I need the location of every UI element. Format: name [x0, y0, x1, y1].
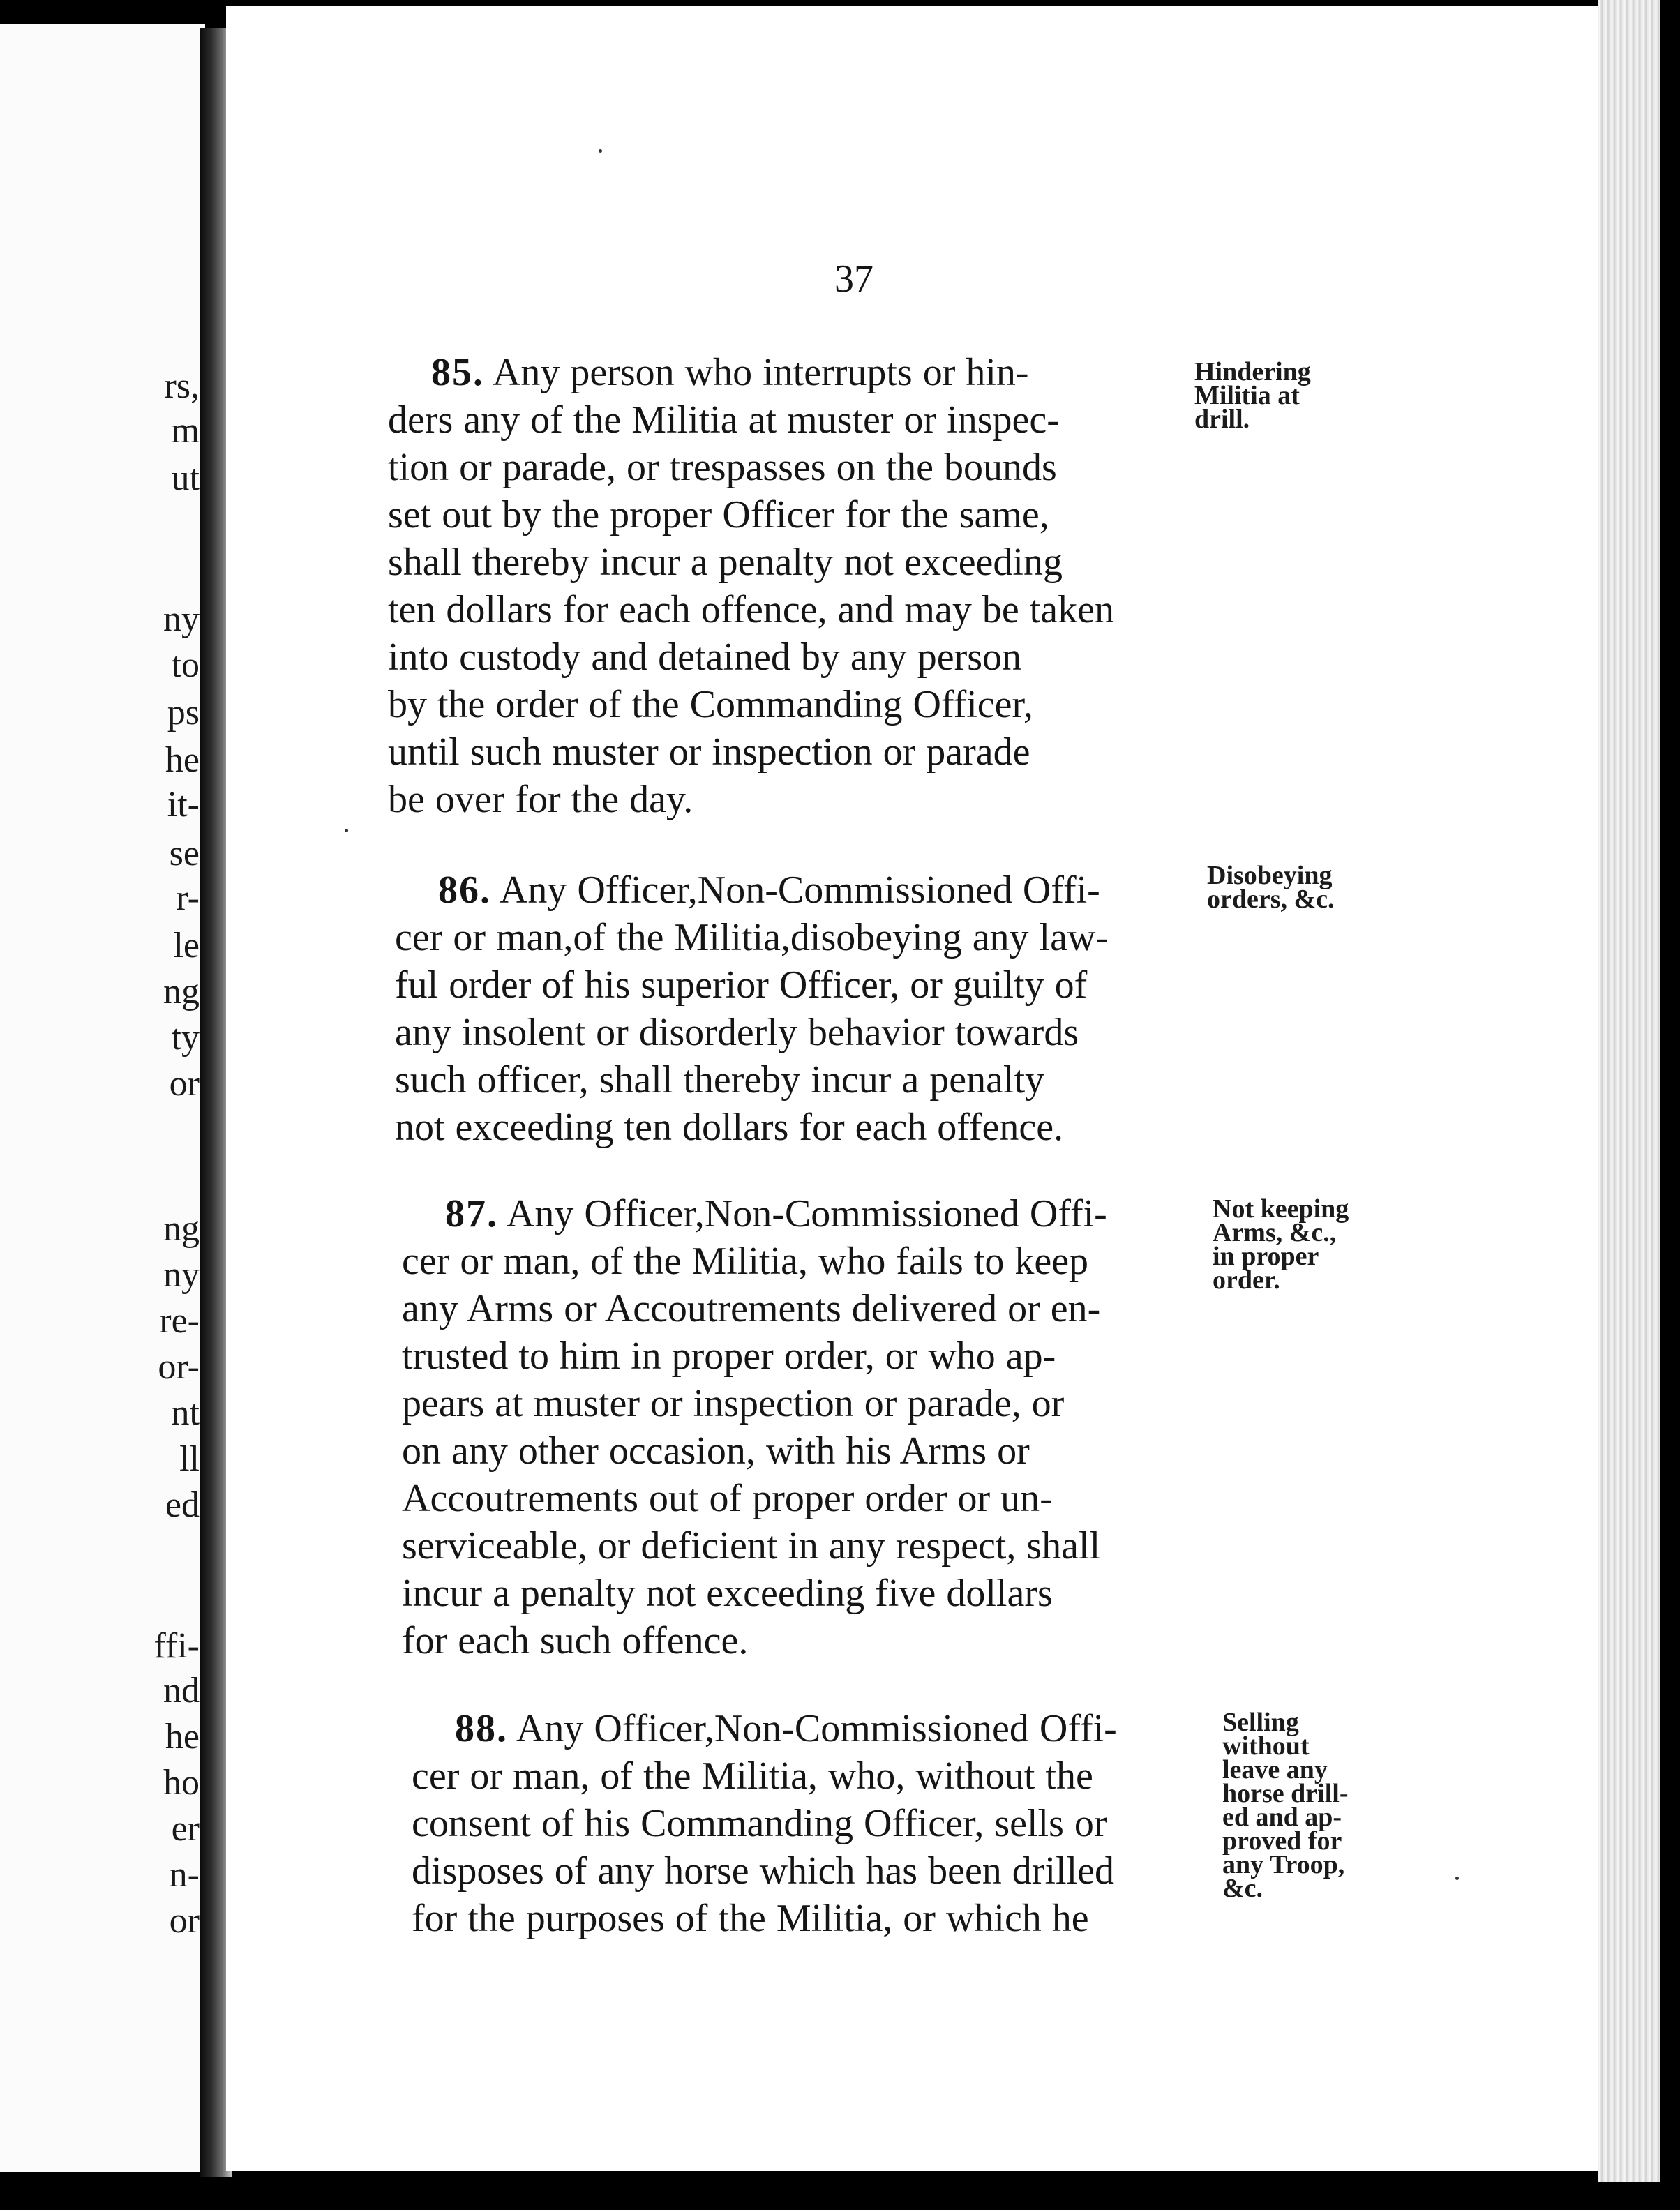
section-line: cer or man, of the Militia, who, without the	[412, 1754, 1093, 1798]
section-line: by the order of the Commanding Officer,	[388, 683, 1033, 726]
section-number: 85.	[431, 351, 484, 394]
left-text-fragment: re-	[159, 1301, 200, 1341]
left-text-fragment: ho	[163, 1763, 200, 1803]
left-text-fragment: ll	[179, 1439, 200, 1479]
left-text-fragment: or	[169, 1064, 200, 1104]
section-line: serviceable, or deficient in any respect, shall	[402, 1524, 1101, 1568]
margin-note-86: Disobeying orders, &c.	[1207, 861, 1335, 914]
section-line: trusted to him in proper order, or who ap-	[402, 1335, 1056, 1378]
page-edges	[1598, 0, 1660, 2182]
left-text-fragment: r-	[176, 878, 200, 918]
section-line: ten dollars for each offence, and may be taken	[388, 588, 1114, 631]
left-text-fragment: le	[173, 926, 200, 965]
left-text-fragment: se	[169, 834, 200, 873]
left-text-fragment: nt	[171, 1393, 200, 1433]
section-line: for each such offence.	[402, 1619, 749, 1662]
margin-note-87: Not keeping Arms, &c., in proper order.	[1213, 1194, 1349, 1295]
left-text-fragment: n-	[169, 1855, 200, 1895]
left-text-fragment: or-	[158, 1347, 200, 1387]
section-line: be over for the day.	[388, 778, 693, 821]
section-line: Accoutrements out of proper order or un-	[402, 1477, 1053, 1520]
page-number: 37	[834, 257, 873, 301]
left-text-fragment: ed	[165, 1485, 200, 1525]
section-line: consent of his Commanding Officer, sells or	[412, 1802, 1107, 1845]
section-88	[412, 1705, 1214, 1942]
left-text-fragment: ny	[163, 599, 200, 639]
left-text-fragment: ffi-	[153, 1626, 200, 1666]
left-page-fragment	[0, 24, 205, 2172]
section-line: into custody and detained by any person	[388, 636, 1022, 679]
section-87	[402, 1190, 1204, 1664]
section-line: shall thereby incur a penalty not exceeding	[388, 541, 1063, 584]
section-line: any insolent or disorderly behavior towards	[395, 1011, 1079, 1054]
margin-note-88: Selling without leave any horse drill- ed and ap- proved for any Troop, &c.	[1222, 1708, 1349, 1903]
section-line: ful order of his superior Officer, or guilty of	[395, 963, 1088, 1007]
section-line: Any Officer,Non-Commissioned Offi-	[506, 1192, 1107, 1235]
section-line: for the purposes of the Militia, or which he	[412, 1897, 1089, 1940]
left-text-fragment: to	[171, 645, 200, 685]
section-line: disposes of any horse which has been drilled	[412, 1849, 1114, 1893]
section-number: 86.	[438, 869, 491, 912]
section-line: set out by the proper Officer for the same,	[388, 493, 1049, 536]
left-text-fragment: m	[171, 411, 200, 451]
left-text-fragment: rs,	[164, 366, 200, 406]
section-86	[395, 866, 1197, 1151]
left-text-fragment: ut	[171, 458, 200, 498]
section-line: any Arms or Accoutrements delivered or en-	[402, 1287, 1101, 1330]
section-line: Any person who interrupts or hin-	[492, 351, 1029, 394]
section-line: such officer, shall thereby incur a penalty	[395, 1058, 1045, 1102]
section-85	[388, 349, 1183, 823]
section-number: 88.	[455, 1707, 508, 1750]
left-text-fragment: ny	[163, 1255, 200, 1295]
section-line: ders any of the Militia at muster or inspec-	[388, 398, 1060, 442]
print-speck	[1455, 1877, 1459, 1880]
print-speck	[345, 829, 348, 832]
section-line: on any other occasion, with his Arms or	[402, 1429, 1030, 1473]
left-text-fragment: nd	[163, 1671, 200, 1711]
section-line: Any Officer,Non-Commissioned Offi-	[499, 869, 1100, 912]
left-text-fragment: ng	[163, 972, 200, 1012]
section-line: until such muster or inspection or parade	[388, 730, 1030, 774]
section-line: cer or man,of the Militia,disobeying any law-	[395, 916, 1109, 959]
left-text-fragment: ty	[171, 1018, 200, 1058]
section-line: incur a penalty not exceeding five dollars	[402, 1572, 1053, 1615]
left-text-fragment: it-	[167, 785, 200, 825]
left-text-fragment: er	[171, 1809, 200, 1849]
print-speck	[599, 149, 602, 153]
section-line: cer or man, of the Militia, who fails to keep	[402, 1240, 1089, 1283]
section-line: tion or parade, or trespasses on the bounds	[388, 446, 1057, 489]
left-text-fragment: he	[165, 740, 200, 780]
section-line: pears at muster or inspection or parade, or	[402, 1382, 1065, 1425]
section-line: not exceeding ten dollars for each offence.	[395, 1106, 1064, 1149]
section-line: Any Officer,Non-Commissioned Offi-	[516, 1707, 1117, 1750]
left-text-fragment: ng	[163, 1209, 200, 1249]
left-text-fragment: or	[169, 1901, 200, 1941]
left-text-fragment: ps	[167, 693, 200, 732]
section-number: 87.	[445, 1192, 498, 1235]
left-text-fragment: he	[165, 1717, 200, 1757]
page-edge-shadow	[1660, 0, 1680, 2210]
margin-note-85: Hindering Militia at drill.	[1194, 357, 1311, 434]
